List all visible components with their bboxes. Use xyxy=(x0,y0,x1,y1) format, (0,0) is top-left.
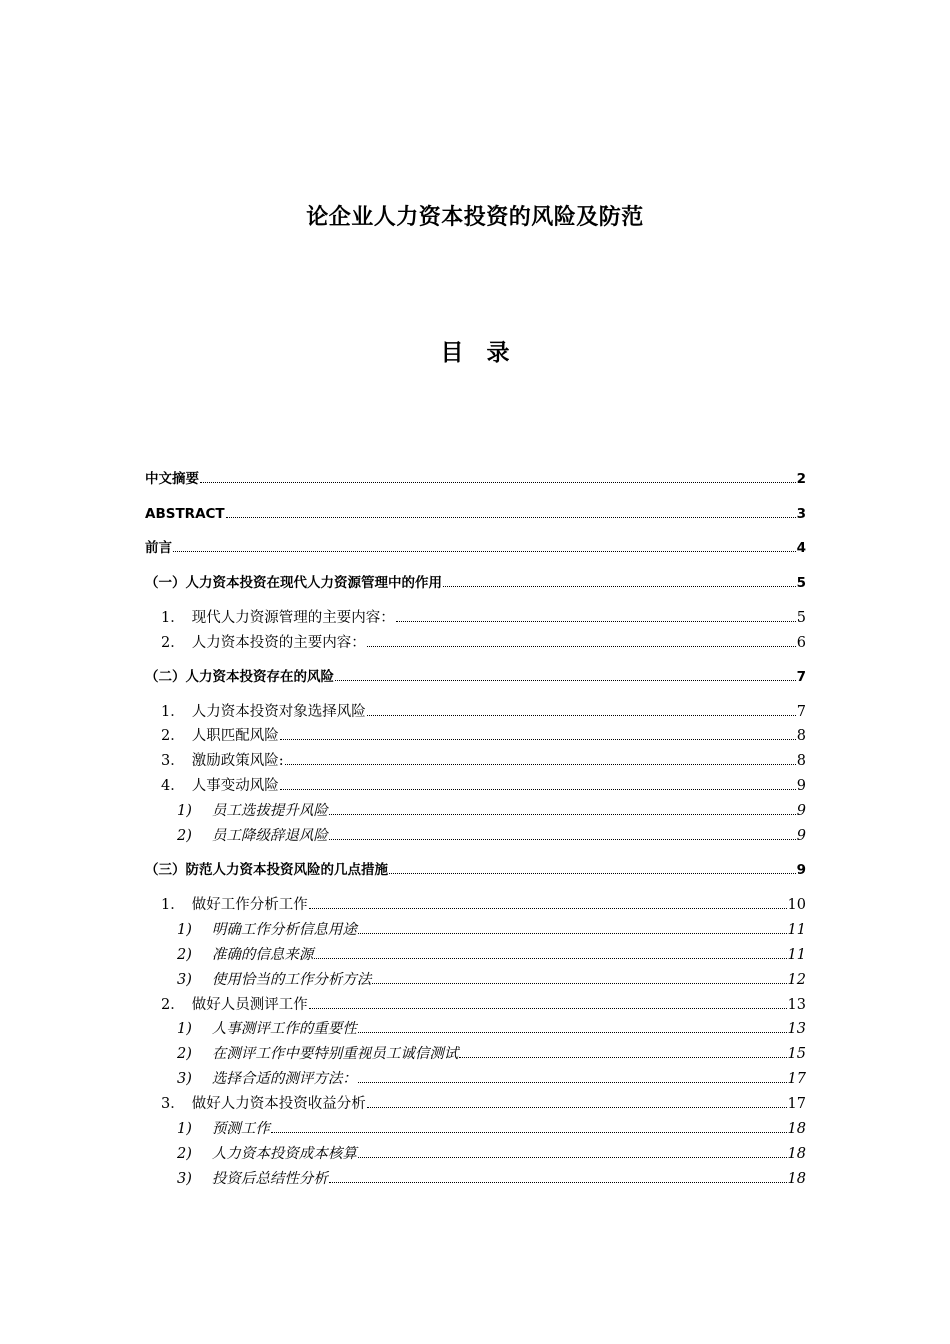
document-title: 论企业人力资本投资的风险及防范 xyxy=(306,205,644,230)
toc-entry[interactable]: 前言 4 xyxy=(145,540,806,556)
toc-entry[interactable]: 2． 人职匹配风险 8 xyxy=(161,728,806,744)
toc-entry[interactable]: 3) 选择合适的测评方法： 17 xyxy=(177,1071,806,1087)
toc-entry[interactable]: 中文摘要 2 xyxy=(145,471,806,487)
toc-entry[interactable]: 2． 做好人员测评工作 13 xyxy=(161,997,806,1013)
toc-entry[interactable]: 1． 人力资本投资对象选择风险 7 xyxy=(161,704,806,720)
toc-entry[interactable]: ABSTRACT 3 xyxy=(145,506,806,522)
toc-entry[interactable]: 2． 人力资本投资的主要内容： 6 xyxy=(161,635,806,651)
toc-entry[interactable]: （二）人力资本投资存在的风险 7 xyxy=(145,669,806,685)
toc-entry[interactable]: （一）人力资本投资在现代人力资源管理中的作用 5 xyxy=(145,575,806,591)
toc-entry[interactable]: 4． 人事变动风险 9 xyxy=(161,778,806,794)
toc-entry[interactable]: 2) 人力资本投资成本核算 18 xyxy=(177,1146,806,1162)
toc-entry[interactable]: 3． 做好人力资本投资收益分析 17 xyxy=(161,1096,806,1112)
toc-entry[interactable]: 2) 准确的信息来源 11 xyxy=(177,947,806,963)
toc-entry[interactable]: 2) 在测评工作中要特别重视员工诚信测试 15 xyxy=(177,1046,806,1062)
toc-entry[interactable]: 1) 预测工作 18 xyxy=(177,1121,806,1137)
toc-entry[interactable]: 3) 投资后总结性分析 18 xyxy=(177,1171,806,1187)
toc-entry[interactable]: 1． 做好工作分析工作 10 xyxy=(161,897,806,913)
toc-entry[interactable]: 1) 人事测评工作的重要性 13 xyxy=(177,1021,806,1037)
toc-entry[interactable]: 3) 使用恰当的工作分析方法 12 xyxy=(177,972,806,988)
toc-entry[interactable]: 1． 现代人力资源管理的主要内容： 5 xyxy=(161,610,806,626)
toc-entry[interactable]: 1) 明确工作分析信息用途 11 xyxy=(177,922,806,938)
toc-entry[interactable]: 3． 激励政策风险: 8 xyxy=(161,753,806,769)
toc-heading: 目 录 xyxy=(440,340,510,366)
toc-entry[interactable]: 1) 员工选拔提升风险 9 xyxy=(177,803,806,819)
toc-entry[interactable]: 2) 员工降级辞退风险 9 xyxy=(177,828,806,844)
toc-entry[interactable]: （三）防范人力资本投资风险的几点措施 9 xyxy=(145,862,806,878)
